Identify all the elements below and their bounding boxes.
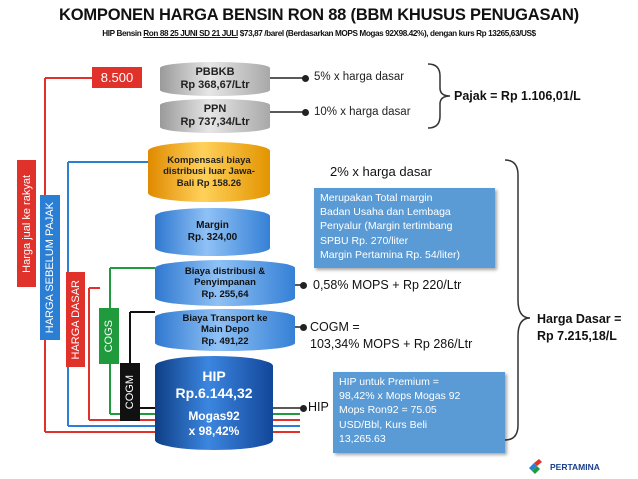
- cogs-bar: [99, 308, 119, 364]
- pbbkb-dot: [302, 75, 309, 82]
- cogm-note-line1: COGM =: [310, 320, 360, 334]
- margin-value: Rp. 324,00: [187, 232, 238, 243]
- pajak-note: Pajak = Rp 1.106,01/L: [454, 89, 581, 103]
- subtitle-underlined: Ron 88 25 JUNI SD 21 JULI: [143, 29, 238, 38]
- ppn-cylinder: [160, 99, 270, 133]
- subtitle-suffix: $73,87 /barel (Berdasarkan MOPS Mogas 92X98.42%), dengan kurs Rp 13265,63/US$: [237, 29, 536, 38]
- biaya-transport-cylinder: [155, 309, 295, 351]
- harga-dasar-bar: [66, 272, 85, 367]
- ppn-title: PPN: [203, 102, 227, 115]
- hip-info-line-4: USD/Bbl, Kurs Beli: [339, 418, 428, 431]
- kompensasi-line2: distribusi luar Jawa-: [163, 166, 255, 178]
- biaya-distribusi-line2: Penyimpanan: [194, 277, 256, 289]
- hip-dot: [300, 405, 307, 412]
- harga-dasar-note-line1: Harga Dasar =: [537, 312, 622, 326]
- cogm-dot: [300, 324, 307, 331]
- page-title: KOMPONEN HARGA BENSIN RON 88 (BBM KHUSUS PENUGASAN): [59, 6, 579, 24]
- biaya-transport-line1: Biaya Transport ke: [182, 312, 268, 324]
- ppn-dot: [302, 109, 309, 116]
- harga-dasar-note-line2: Rp 7.215,18/L: [537, 328, 617, 343]
- hip-info-line-1: HIP untuk Premium =: [339, 376, 439, 388]
- hip-note: HIP: [308, 400, 329, 414]
- pbbkb-cylinder: [160, 62, 270, 96]
- margin-info-line-5: Margin Pertamina Rp. 54/liter): [320, 248, 461, 261]
- ppn-note: 10% x harga dasar: [314, 106, 411, 118]
- kompensasi-line3: Bali Rp 158.26: [176, 177, 242, 189]
- pertamina-logo-icon: [528, 459, 546, 475]
- biaya-distribusi-line1: Biaya distribusi &: [184, 265, 266, 277]
- ppn-value: Rp 737,34/Ltr: [180, 116, 250, 128]
- margin-info-line-1: Merupakan Total margin: [320, 192, 433, 204]
- kompensasi-line1: Kompensasi biaya: [167, 154, 251, 166]
- kompensasi-cylinder: [148, 142, 270, 202]
- margin-cylinder: [155, 208, 270, 256]
- pertamina-logo-text: PERTAMINA: [550, 462, 600, 472]
- biaya-transport-line2: Main Depo: [200, 324, 250, 336]
- cogs-label: COGS: [103, 319, 115, 353]
- distribusi-note: 0,58% MOPS + Rp 220/Ltr: [313, 278, 462, 292]
- pbbkb-note: 5% x harga dasar: [314, 71, 405, 83]
- margin-info-line-2: Badan Usaha dan Lembaga: [320, 206, 451, 219]
- margin-info-line-3: Penyalur (Margin tertimbang: [320, 220, 453, 233]
- hip-info-line-2: 98,42% x Mops Mogas 92: [339, 390, 461, 403]
- harga-sebelum-pajak-label: HARGA SEBELUM PAJAK: [44, 201, 56, 334]
- cogm-note-line2: 103,34% MOPS + Rp 286/Ltr: [310, 336, 473, 351]
- hip-value: Rp.6.144,32: [175, 384, 253, 401]
- pbbkb-title: PBBKB: [195, 65, 235, 78]
- hip-info-box: [333, 372, 505, 453]
- cogm-label: COGM: [124, 374, 136, 410]
- hip-percent: x 98,42%: [188, 423, 240, 438]
- pbbkb-value: Rp 368,67/Ltr: [180, 79, 250, 91]
- subtitle-prefix: HIP Bensin: [102, 29, 144, 38]
- biaya-transport-line3: Rp. 491,22: [201, 335, 249, 347]
- harga-dasar-label: HARGA DASAR: [69, 279, 82, 360]
- cogm-note: [310, 319, 472, 353]
- price-tag: 8.500: [92, 67, 142, 88]
- cogm-bar: [120, 363, 140, 421]
- biaya-distribusi-cylinder: [155, 260, 295, 306]
- hip-info-line-3: Mops Ron92 = 75.05: [339, 404, 437, 417]
- kompensasi-note: 2% x harga dasar: [330, 164, 432, 179]
- hip-info-line-5: 13,265.63: [339, 432, 386, 445]
- margin-info-box: [314, 188, 495, 268]
- harga-jual-label: Harga jual ke rakyat: [20, 174, 33, 273]
- margin-info-line-4: SPBU Rp. 270/liter: [320, 234, 409, 247]
- hip-mogas: Mogas92: [188, 409, 240, 424]
- harga-dasar-note: [537, 311, 621, 345]
- harga-jual-bar: [17, 160, 36, 287]
- biaya-distribusi-line3: Rp. 255,64: [201, 288, 249, 300]
- distribusi-dot: [300, 282, 307, 289]
- hip-title: HIP: [202, 367, 226, 384]
- margin-title: Margin: [196, 220, 229, 231]
- harga-sebelum-pajak-bar: [40, 195, 60, 340]
- hip-cylinder: [155, 356, 273, 450]
